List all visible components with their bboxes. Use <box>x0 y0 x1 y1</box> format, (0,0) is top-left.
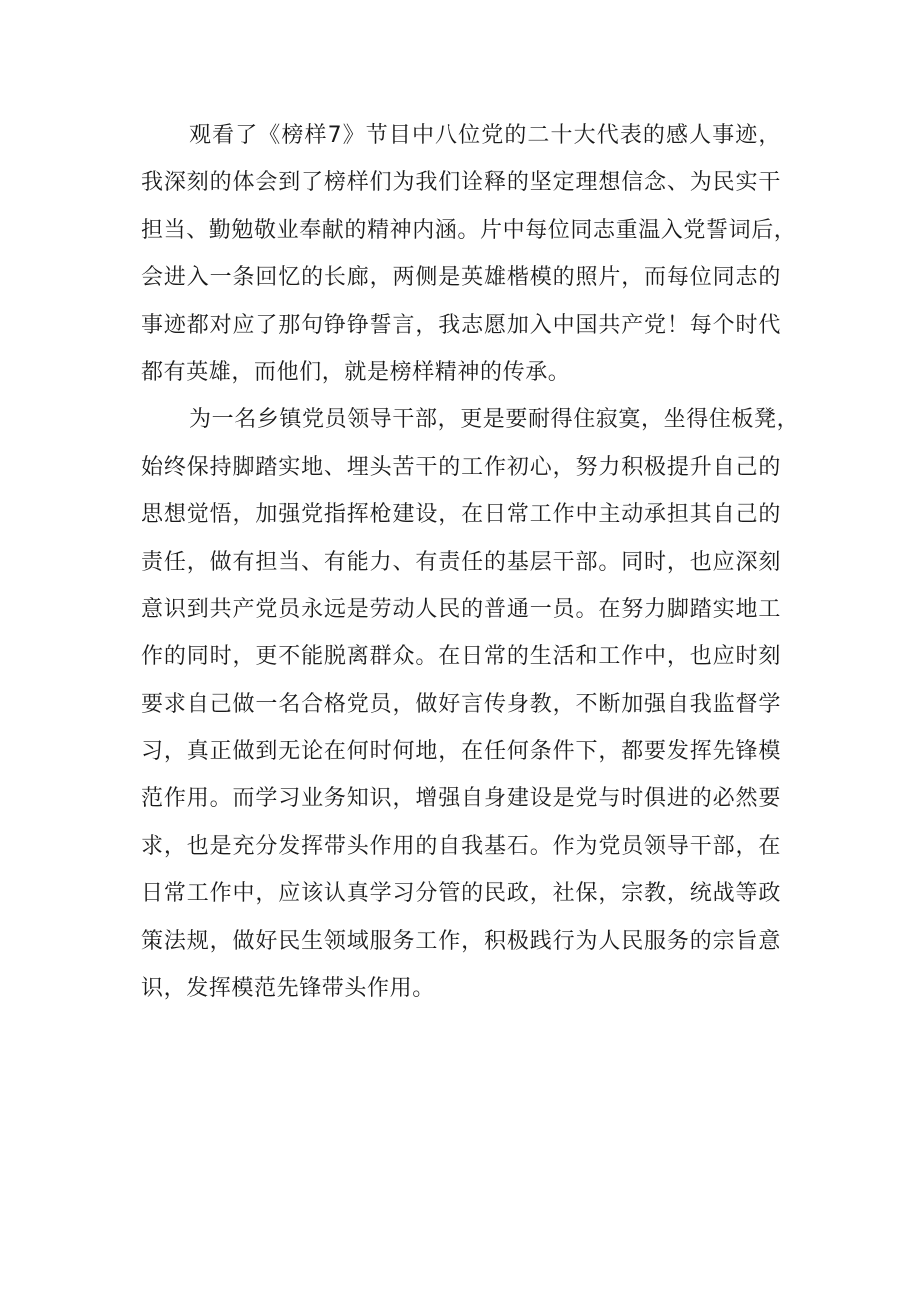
paragraph-2 <box>141 396 800 1012</box>
paragraph-line: 意识到共产党员永远是劳动人民的普通一员。在努力脚踏实地工 <box>141 596 781 622</box>
paragraph-line: 事迹都对应了那句铮铮誓言，我志愿加入中国共产党！每个时代 <box>141 312 781 338</box>
document-body <box>141 112 800 1012</box>
paragraph-line: 始终保持脚踏实地、埋头苦干的工作初心，努力积极提升自己的 <box>141 454 781 480</box>
paragraph-line: 我深刻的体会到了榜样们为我们诠释的坚定理想信念、为民实干 <box>141 170 781 196</box>
paragraph-line: 责任，做有担当、有能力、有责任的基层干部。同时，也应深刻 <box>141 549 781 575</box>
paragraph-line: 要求自己做一名合格党员，做好言传身教，不断加强自我监督学 <box>141 691 781 717</box>
paragraph-line: 为一名乡镇党员领导干部，更是要耐得住寂寞，坐得住板凳， <box>189 407 800 433</box>
paragraph-line: 担当、勤勉敬业奉献的精神内涵。片中每位同志重温入党誓词后， <box>141 217 797 243</box>
paragraph-line: 求，也是充分发挥带头作用的自我基石。作为党员领导干部，在 <box>141 833 781 859</box>
paragraph-line: 日常工作中，应该认真学习分管的民政，社保，宗教，统战等政 <box>141 881 781 907</box>
paragraph-line: 会进入一条回忆的长廊，两侧是英雄楷模的照片，而每位同志的 <box>141 265 781 291</box>
paragraph-line: 都有英雄，而他们，就是榜样精神的传承。 <box>141 359 571 385</box>
paragraph-line: 识，发挥模范先锋带头作用。 <box>141 976 435 1002</box>
paragraph-line: 作的同时，更不能脱离群众。在日常的生活和工作中，也应时刻 <box>141 644 781 670</box>
paragraph-line: 策法规，做好民生领域服务工作，积极践行为人民服务的宗旨意 <box>141 928 781 954</box>
paragraph-line: 习，真正做到无论在何时何地，在任何条件下，都要发挥先锋模 <box>141 739 781 765</box>
paragraph-1 <box>141 112 797 396</box>
paragraph-line: 思想觉悟，加强党指挥枪建设，在日常工作中主动承担其自己的 <box>141 502 781 528</box>
paragraph-line: 范作用。而学习业务知识，增强自身建设是党与时俱进的必然要 <box>141 786 781 812</box>
paragraph-line: 观看了《榜样7》节目中八位党的二十大代表的感人事迹， <box>189 123 781 148</box>
